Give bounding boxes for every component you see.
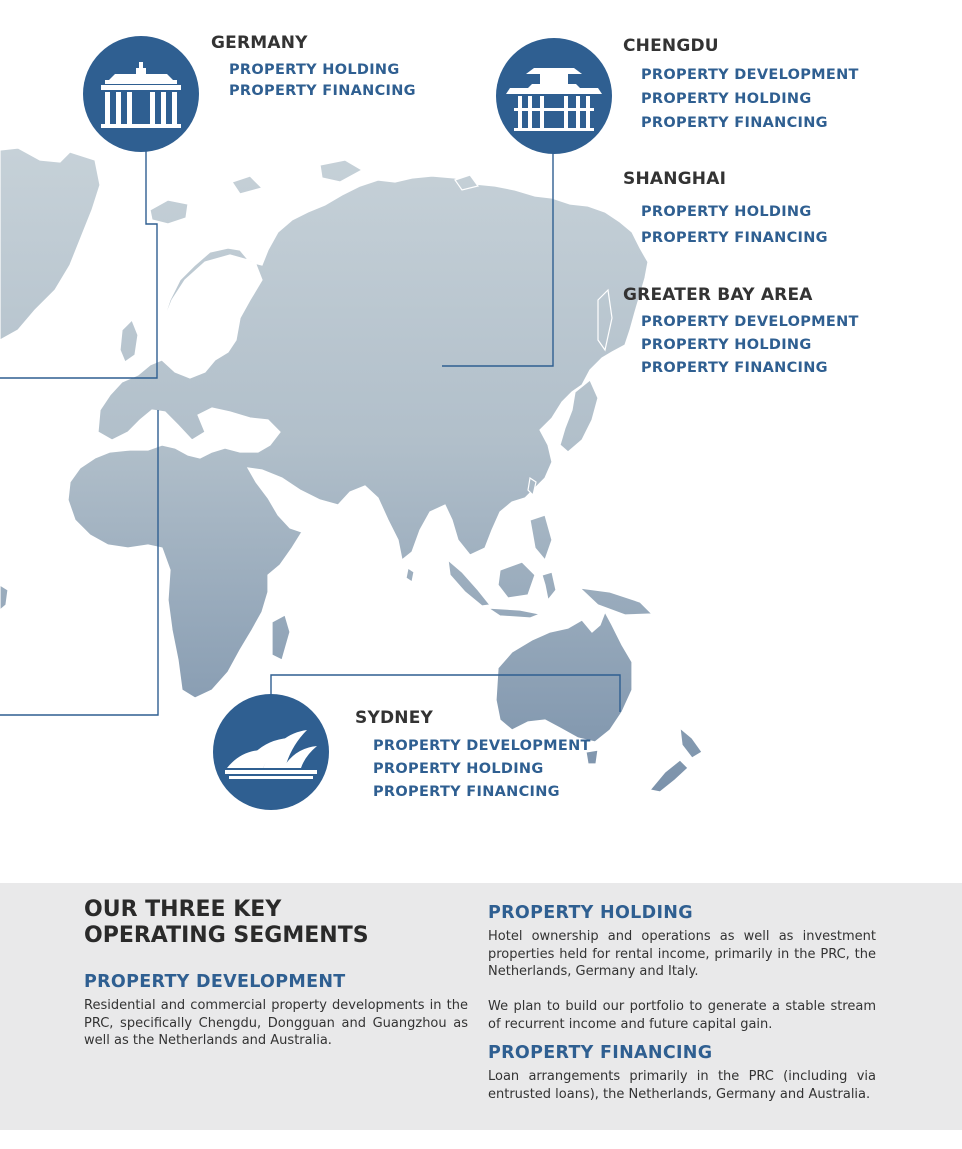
- panel-heading-line1: OUR THREE KEY: [84, 897, 282, 922]
- sydney-badge: [213, 694, 329, 810]
- location-greater-bay-area: [623, 285, 859, 380]
- holding-text-2: We plan to build our portfolio to generate a stable stream of recurrent income and future capital gain.: [488, 999, 876, 1032]
- south-america-land: [0, 585, 8, 610]
- segment-label: PROPERTY FINANCING: [641, 115, 828, 131]
- development-text: Residential and commercial property developments in the PRC, specifically Chengdu, Dongguan and Guangzhou as well as the Netherlands and Australia.: [84, 998, 468, 1048]
- segment-label: PROPERTY HOLDING: [641, 337, 812, 353]
- location-chengdu: [623, 36, 859, 135]
- segment-label: PROPERTY HOLDING: [229, 62, 400, 78]
- segment-label: PROPERTY HOLDING: [641, 204, 812, 220]
- segment-label: PROPERTY FINANCING: [641, 360, 828, 376]
- americas-land: [0, 148, 100, 340]
- segment-label: PROPERTY DEVELOPMENT: [641, 67, 859, 83]
- panel-heading: [84, 897, 369, 949]
- uk-land: [120, 320, 138, 362]
- chinese-gate-icon: [496, 38, 612, 154]
- location-shanghai: [623, 169, 828, 251]
- sulawesi-land: [542, 572, 556, 600]
- location-sydney: [355, 708, 591, 804]
- opera-house-icon: [213, 694, 329, 810]
- segment-label: PROPERTY DEVELOPMENT: [641, 314, 859, 330]
- borneo-land: [498, 562, 535, 598]
- sri-lanka-land: [406, 568, 414, 582]
- segment-label: PROPERTY FINANCING: [641, 230, 828, 246]
- location-name: GERMANY: [211, 33, 308, 53]
- new-guinea-land: [580, 588, 652, 615]
- segment-label: PROPERTY FINANCING: [373, 784, 560, 800]
- segment-label: PROPERTY FINANCING: [229, 83, 416, 99]
- madagascar-land: [272, 615, 290, 660]
- panel-heading-line2: OPERATING SEGMENTS: [84, 923, 369, 948]
- location-name: CHENGDU: [623, 36, 719, 56]
- holding-title: PROPERTY HOLDING: [488, 903, 693, 923]
- brandenburg-gate-icon: [83, 36, 199, 152]
- location-name: GREATER BAY AREA: [623, 285, 813, 305]
- location-name: SHANGHAI: [623, 169, 727, 189]
- development-title: PROPERTY DEVELOPMENT: [84, 972, 346, 992]
- segment-label: PROPERTY DEVELOPMENT: [373, 738, 591, 754]
- new-zealand-land: [650, 728, 702, 792]
- iceland-land: [150, 200, 188, 224]
- philippines-land: [530, 515, 552, 560]
- landmasses: [0, 148, 702, 792]
- java-land: [488, 608, 540, 618]
- holding-text-1: Hotel ownership and operations as well as investment properties held for rental income, primarily in the PRC, the Netherlands, Germany and Italy.: [488, 929, 876, 979]
- chengdu-badge: [496, 38, 612, 154]
- sumatra-land: [448, 560, 490, 606]
- financing-title: PROPERTY FINANCING: [488, 1043, 713, 1063]
- segment-label: PROPERTY HOLDING: [373, 761, 544, 777]
- germany-badge: [83, 36, 199, 152]
- europe-land: [68, 176, 648, 698]
- segments-panel: [0, 883, 962, 1130]
- financing-text: Loan arrangements primarily in the PRC (including via entrusted loans), the Netherlands, Germany and Australia.: [488, 1069, 876, 1102]
- location-germany: [211, 33, 416, 102]
- segment-label: PROPERTY HOLDING: [641, 91, 812, 107]
- location-name: SYDNEY: [355, 708, 434, 728]
